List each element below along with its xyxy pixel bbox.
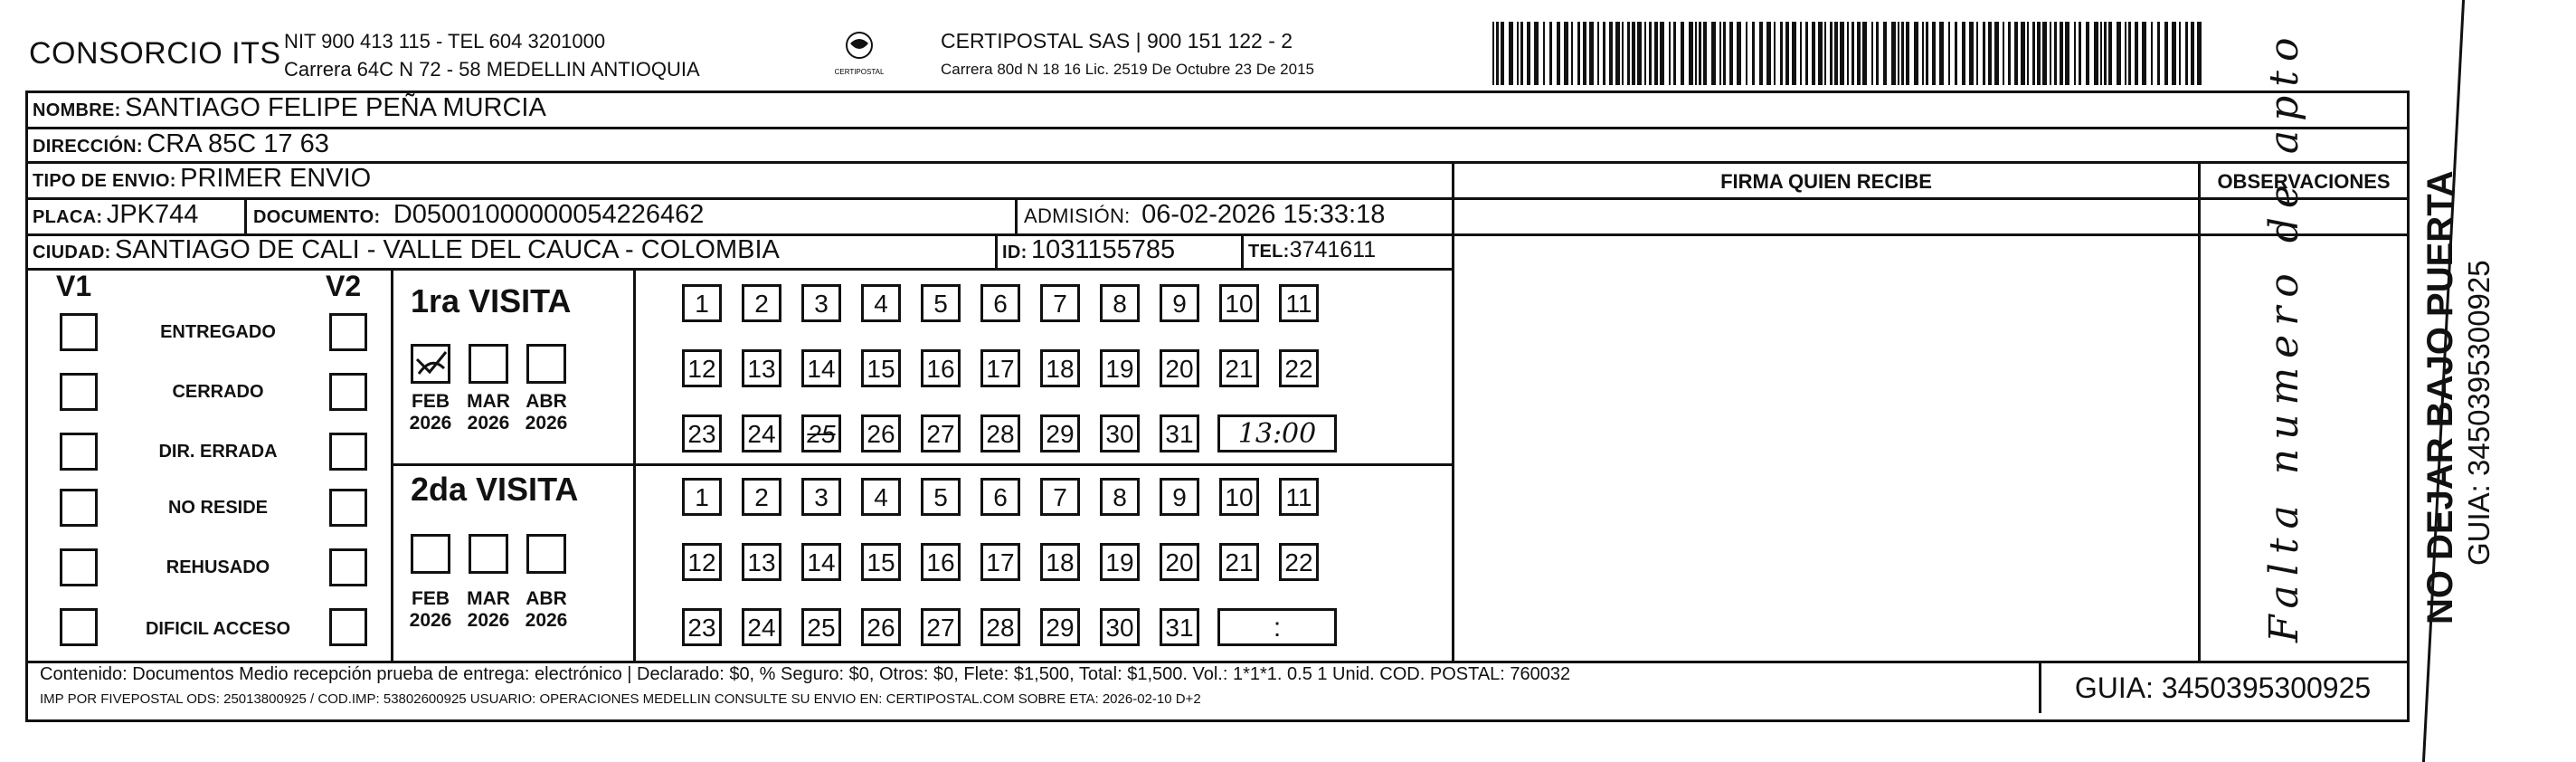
- firma-line: [1452, 233, 2201, 236]
- barcode-bar: [1785, 22, 1789, 85]
- barcode-bar: [1557, 22, 1560, 85]
- barcode-bar: [1824, 22, 1826, 85]
- barcode-bar: [1871, 22, 1873, 85]
- visit1-day-14[interactable]: 14: [801, 349, 841, 387]
- visit2-day-5[interactable]: 5: [921, 478, 961, 516]
- visit2-day-24[interactable]: 24: [742, 608, 781, 646]
- barcode-bar: [2065, 22, 2069, 85]
- visit1-month-feb-label: FEB 2026: [409, 391, 452, 433]
- nit-line: NIT 900 413 115 - TEL 604 3201000: [284, 30, 606, 52]
- barcode-bar: [1673, 22, 1676, 85]
- barcode-bar: [2185, 22, 2188, 85]
- footer-print-line: IMP POR FIVEPOSTAL ODS: 25013800925 / COD.IMP: 53802600925 USUARIO: OPERACIONES MEDELLIN CONSULTE SU ENVIO EN: CERTIPOSTAL.COM SOBRE ETA: 2026-02-10 D+2: [40, 691, 1201, 707]
- barcode-bar: [1818, 22, 1823, 85]
- barcode-bar: [2079, 22, 2081, 85]
- barcode-bar: [2179, 22, 2181, 85]
- barcode-bar: [1962, 22, 1965, 85]
- barcode-bar: [1812, 22, 1815, 85]
- visit1-day-22[interactable]: 22: [1279, 349, 1319, 387]
- visit2-day-7[interactable]: 7: [1040, 478, 1080, 516]
- visit1-day-31[interactable]: 31: [1160, 414, 1199, 452]
- barcode-bar: [2125, 22, 2126, 85]
- id-value: 1031155785: [1031, 235, 1176, 264]
- barcode-bar: [2151, 22, 2153, 85]
- visit1-day-8[interactable]: 8: [1100, 284, 1140, 322]
- visit2-day-4[interactable]: 4: [861, 478, 901, 516]
- sep-placa: [244, 197, 247, 233]
- visit1-day-16[interactable]: 16: [921, 349, 961, 387]
- visit1-day-28[interactable]: 28: [980, 414, 1020, 452]
- visit1-day-19[interactable]: 19: [1100, 349, 1140, 387]
- barcode-bar: [1689, 22, 1693, 85]
- visit1-day-10[interactable]: 10: [1219, 284, 1259, 322]
- ciudad-label: CIUDAD:: [33, 243, 111, 262]
- barcode-bar: [1862, 22, 1867, 85]
- visit2-day-11[interactable]: 11: [1279, 478, 1319, 516]
- barcode-bar: [1948, 22, 1950, 85]
- barcode-bar: [1898, 22, 1899, 85]
- v1-rehusado-checkbox[interactable]: [60, 548, 98, 586]
- sep-tel: [1241, 233, 1244, 268]
- barcode-bar: [1840, 22, 1844, 85]
- sep-visits: [391, 463, 1453, 466]
- barcode-bar: [1564, 22, 1568, 85]
- v1-no-reside-checkbox[interactable]: [60, 489, 98, 527]
- tipo-row: [33, 164, 371, 194]
- barcode-bar: [1883, 22, 1887, 85]
- barcode-bar: [2050, 22, 2051, 85]
- svg-text:CERTIPOSTAL: CERTIPOSTAL: [834, 68, 885, 76]
- admision-value: 06-02-2026 15:33:18: [1141, 200, 1386, 229]
- barcode-bar: [1577, 22, 1580, 85]
- visit2-day-26[interactable]: 26: [861, 608, 901, 646]
- id-row: [1002, 235, 1175, 265]
- barcode-bar: [1926, 22, 1928, 85]
- visit2-day-18[interactable]: 18: [1040, 543, 1080, 581]
- carrier-line: CERTIPOSTAL SAS | 900 151 122 - 2: [941, 29, 1293, 52]
- v1-cerrado-checkbox[interactable]: [60, 373, 98, 411]
- visit2-time-field[interactable]: :: [1217, 608, 1337, 646]
- barcode-bar: [1609, 22, 1613, 85]
- barcode-bar: [1830, 22, 1833, 85]
- barcode-bar: [2108, 22, 2112, 85]
- visit1-day-21[interactable]: 21: [1219, 349, 1259, 387]
- sep-admision: [1015, 197, 1018, 233]
- barcode-bar: [1681, 22, 1684, 85]
- tel-row: [1248, 237, 1376, 263]
- visit2-month-feb-checkbox[interactable]: [411, 534, 450, 574]
- visit1-day-6[interactable]: 6: [980, 284, 1020, 322]
- barcode-bar: [1834, 22, 1838, 85]
- visit1-day-5[interactable]: 5: [921, 284, 961, 322]
- visit1-day-12[interactable]: 12: [682, 349, 722, 387]
- visit2-day-31[interactable]: 31: [1160, 608, 1199, 646]
- barcode-bar: [1703, 22, 1707, 85]
- firma-header: FIRMA QUIEN RECIBE: [1720, 170, 1932, 193]
- barcode-bar: [1766, 22, 1771, 85]
- tel-value: 3741611: [1289, 237, 1377, 262]
- visit2-day-2[interactable]: 2: [742, 478, 781, 516]
- v2-cerrado-checkbox[interactable]: [329, 373, 367, 411]
- visit1-day-15[interactable]: 15: [861, 349, 901, 387]
- v2-header: V2: [326, 270, 362, 302]
- v2-dificil-acceso-checkbox[interactable]: [329, 608, 367, 646]
- status-label: ENTREGADO: [160, 322, 276, 342]
- barcode-bar: [2008, 22, 2011, 85]
- status-label: CERRADO: [172, 382, 264, 402]
- barcode-bar: [1737, 22, 1741, 85]
- visit1-month-abr-label: ABR 2026: [525, 391, 568, 433]
- barcode-bar: [1852, 22, 1854, 85]
- placa-row: [33, 200, 198, 230]
- frame-right: [2407, 90, 2410, 722]
- check-mark-icon: [413, 347, 450, 383]
- visit1-day-13[interactable]: 13: [742, 349, 781, 387]
- visit1-time-field[interactable]: 13:00: [1217, 414, 1337, 452]
- visit2-day-12[interactable]: 12: [682, 543, 722, 581]
- barcode-bar: [2197, 22, 2202, 85]
- visit2-day-21[interactable]: 21: [1219, 543, 1259, 581]
- barcode-bar: [1774, 22, 1776, 85]
- visit1-month-feb-checkbox[interactable]: [411, 344, 450, 384]
- barcode-bar: [2191, 22, 2194, 85]
- visit2-day-16[interactable]: 16: [921, 543, 961, 581]
- status-label: NO RESIDE: [167, 498, 269, 518]
- visit1-day-29[interactable]: 29: [1040, 414, 1080, 452]
- direccion-value: CRA 85C 17 63: [147, 129, 329, 158]
- visit1-day-30[interactable]: 30: [1100, 414, 1140, 452]
- tel-label: TEL:: [1248, 242, 1290, 262]
- status-label: REHUSADO: [166, 557, 270, 577]
- visit1-title: 1ra VISITA: [411, 282, 572, 319]
- visit2-month-mar-checkbox[interactable]: [469, 534, 508, 574]
- barcode-bar: [1496, 22, 1499, 85]
- placa-label: PLACA:: [33, 207, 103, 227]
- visit2-day-14[interactable]: 14: [801, 543, 841, 581]
- row-line-2: [25, 161, 2410, 164]
- barcode-bar: [1520, 22, 1523, 85]
- visit2-day-1[interactable]: 1: [682, 478, 722, 516]
- visit1-day-25[interactable]: 25: [801, 414, 841, 452]
- barcode-bar: [2074, 22, 2076, 85]
- visit2-day-27[interactable]: 27: [921, 608, 961, 646]
- barcode-bar: [1746, 22, 1747, 85]
- documento-label: DOCUMENTO:: [253, 207, 381, 227]
- visit2-month-abr-label: ABR 2026: [525, 588, 568, 631]
- visit2-day-28[interactable]: 28: [980, 608, 1020, 646]
- frame-left: [25, 90, 28, 722]
- visit1-day-20[interactable]: 20: [1160, 349, 1199, 387]
- v2-rehusado-checkbox[interactable]: [329, 548, 367, 586]
- barcode: [1492, 22, 2207, 85]
- barcode-bar: [1509, 22, 1513, 85]
- barcode-bar: [1632, 22, 1635, 85]
- visit2-title: 2da VISITA: [411, 471, 579, 508]
- observaciones-header: OBSERVACIONES: [2217, 170, 2391, 193]
- row-line-5: [25, 268, 1454, 271]
- visit1-day-7[interactable]: 7: [1040, 284, 1080, 322]
- barcode-bar: [1589, 22, 1594, 85]
- barcode-bar: [1603, 22, 1605, 85]
- barcode-bar: [1649, 22, 1652, 85]
- visit2-day-29[interactable]: 29: [1040, 608, 1080, 646]
- visit1-month-abr-checkbox[interactable]: [526, 344, 566, 384]
- visit2-month-feb-label: FEB 2026: [409, 588, 452, 631]
- side-guia: GUIA: 3450395300925: [2462, 260, 2496, 566]
- nombre-label: NOMBRE:: [33, 100, 121, 120]
- v2-dir-errada-checkbox[interactable]: [329, 433, 367, 471]
- visit2-day-19[interactable]: 19: [1100, 543, 1140, 581]
- v1-header: V1: [56, 270, 92, 302]
- visit1-day-26[interactable]: 26: [861, 414, 901, 452]
- barcode-bar: [2014, 22, 2018, 85]
- barcode-bar: [1932, 22, 1936, 85]
- barcode-bar: [1637, 22, 1642, 85]
- col-sep-obs: [2198, 161, 2201, 661]
- barcode-bar: [1914, 22, 1918, 85]
- visit2-day-9[interactable]: 9: [1160, 478, 1199, 516]
- documento-value: D05001000000054226462: [393, 200, 705, 229]
- barcode-bar: [1719, 22, 1721, 85]
- v2-no-reside-checkbox[interactable]: [329, 489, 367, 527]
- barcode-bar: [1723, 22, 1726, 85]
- barcode-bar: [1549, 22, 1552, 85]
- barcode-bar: [1906, 22, 1909, 85]
- col-sep-firma: [1452, 161, 1454, 661]
- v2-entregado-checkbox[interactable]: [329, 313, 367, 351]
- footer-content-line: Contenido: Documentos Medio recepción prueba de entrega: electrónico | Declarado: $0, % Seguro: $0, Otros: $0, Flete: $1,500, Total: $1,500. Vol.: 1*1*1. 0.5 1 Unid. COD. POSTAL: 760032: [40, 664, 1571, 684]
- barcode-bar: [1805, 22, 1808, 85]
- visit2-day-13[interactable]: 13: [742, 543, 781, 581]
- id-label: ID:: [1002, 243, 1028, 262]
- barcode-bar: [1695, 22, 1697, 85]
- sep-id: [995, 233, 998, 268]
- carrier-info: [941, 27, 1314, 83]
- barcode-bar: [1543, 22, 1545, 85]
- barcode-bar: [1583, 22, 1586, 85]
- visit1-day-11[interactable]: 11: [1279, 284, 1319, 322]
- barcode-bar: [1729, 22, 1733, 85]
- barcode-bar: [1669, 22, 1671, 85]
- barcode-bar: [1752, 22, 1755, 85]
- visit2-day-22[interactable]: 22: [1279, 543, 1319, 581]
- handwritten-observation: Falta numero de apto: [2261, 28, 2307, 643]
- company-address: Carrera 64C N 72 - 58 MEDELLIN ANTIOQUIA: [284, 58, 700, 81]
- barcode-bar: [1660, 22, 1664, 85]
- v1-entregado-checkbox[interactable]: [60, 313, 98, 351]
- v1-dificil-acceso-checkbox[interactable]: [60, 608, 98, 646]
- visit2-month-abr-checkbox[interactable]: [526, 534, 566, 574]
- barcode-bar: [1939, 22, 1944, 85]
- barcode-bar: [1644, 22, 1646, 85]
- nombre-value: SANTIAGO FELIPE PEÑA MURCIA: [125, 93, 546, 122]
- company-name: CONSORCIO ITS: [29, 36, 281, 71]
- barcode-bar: [2142, 22, 2146, 85]
- barcode-bar: [2042, 22, 2047, 85]
- barcode-bar: [1857, 22, 1861, 85]
- barcode-bar: [2100, 22, 2102, 85]
- visit2-month-mar-label: MAR 2026: [467, 588, 510, 631]
- barcode-bar: [1780, 22, 1783, 85]
- placa-value: JPK744: [106, 200, 199, 229]
- carrier-logo-icon: [823, 27, 895, 81]
- direccion-label: DIRECCIÓN:: [33, 137, 143, 157]
- nombre-row: [33, 93, 546, 123]
- barcode-bar: [1792, 22, 1796, 85]
- ciudad-value: SANTIAGO DE CALI - VALLE DEL CAUCA - COLOMBIA: [115, 235, 780, 264]
- row-line-1: [25, 127, 2410, 129]
- barcode-bar: [2086, 22, 2089, 85]
- barcode-bar: [1876, 22, 1879, 85]
- barcode-bar: [2003, 22, 2004, 85]
- barcode-bar: [1891, 22, 1896, 85]
- visit2-day-10[interactable]: 10: [1219, 478, 1259, 516]
- barcode-bar: [1922, 22, 1924, 85]
- barcode-bar: [1615, 22, 1620, 85]
- direccion-row: [33, 129, 329, 159]
- tipo-value: PRIMER ENVIO: [180, 164, 372, 193]
- barcode-bar: [2164, 22, 2168, 85]
- barcode-bar: [1654, 22, 1658, 85]
- barcode-bar: [1994, 22, 1999, 85]
- visit1-day-27[interactable]: 27: [921, 414, 961, 452]
- visit2-day-23[interactable]: 23: [682, 608, 722, 646]
- barcode-bar: [1517, 22, 1519, 85]
- visit1-month-mar-checkbox[interactable]: [469, 344, 508, 384]
- barcode-bar: [2157, 22, 2160, 85]
- barcode-bar: [2021, 22, 2025, 85]
- visit2-day-17[interactable]: 17: [980, 543, 1020, 581]
- barcode-bar: [1597, 22, 1599, 85]
- visit1-day-18[interactable]: 18: [1040, 349, 1080, 387]
- status-label: DIFICIL ACCESO: [145, 619, 290, 639]
- barcode-bar: [2117, 22, 2121, 85]
- admision-label: ADMISIÓN:: [1024, 205, 1131, 227]
- visit1-day-4[interactable]: 4: [861, 284, 901, 322]
- side-warning: NO DEJAR BAJO PUERTA: [2420, 170, 2460, 624]
- barcode-bar: [1571, 22, 1573, 85]
- v1-dir-errada-checkbox[interactable]: [60, 433, 98, 471]
- barcode-bar: [1955, 22, 1957, 85]
- visit1-day-17[interactable]: 17: [980, 349, 1020, 387]
- barcode-bar: [2094, 22, 2098, 85]
- visit1-day-23[interactable]: 23: [682, 414, 722, 452]
- carrier-address: Carrera 80d N 18 16 Lic. 2519 De Octubre 23 De 2015: [941, 61, 1314, 78]
- barcode-bar: [1711, 22, 1716, 85]
- barcode-bar: [1492, 22, 1494, 85]
- barcode-bar: [1988, 22, 1992, 85]
- visit2-day-3[interactable]: 3: [801, 478, 841, 516]
- barcode-bar: [1534, 22, 1539, 85]
- barcode-bar: [1901, 22, 1904, 85]
- barcode-bar: [2054, 22, 2057, 85]
- barcode-bar: [2060, 22, 2063, 85]
- barcode-bar: [1759, 22, 1763, 85]
- status-label: DIR. ERRADA: [158, 442, 278, 462]
- visit1-day-9[interactable]: 9: [1160, 284, 1199, 322]
- visit2-day-20[interactable]: 20: [1160, 543, 1199, 581]
- company-info: [284, 27, 700, 83]
- tipo-label: TIPO DE ENVIO:: [33, 171, 176, 191]
- barcode-bar: [2172, 22, 2176, 85]
- ciudad-row: [33, 235, 780, 265]
- frame-bottom: [25, 719, 2410, 722]
- barcode-bar: [1847, 22, 1849, 85]
- visit2-day-30[interactable]: 30: [1100, 608, 1140, 646]
- visit2-day-8[interactable]: 8: [1100, 478, 1140, 516]
- visit2-day-25[interactable]: 25: [801, 608, 841, 646]
- visit1-day-24[interactable]: 24: [742, 414, 781, 452]
- visit1-day-1[interactable]: 1: [682, 284, 722, 322]
- barcode-bar: [2104, 22, 2107, 85]
- visit1-day-2[interactable]: 2: [742, 284, 781, 322]
- barcode-bar: [2027, 22, 2029, 85]
- barcode-bar: [2037, 22, 2041, 85]
- barcode-bar: [1976, 22, 1978, 85]
- barcode-bar: [2032, 22, 2035, 85]
- visit2-day-15[interactable]: 15: [861, 543, 901, 581]
- barcode-bar: [1699, 22, 1701, 85]
- barcode-bar: [1983, 22, 1985, 85]
- visit2-day-6[interactable]: 6: [980, 478, 1020, 516]
- barcode-bar: [1527, 22, 1530, 85]
- admision-row: [1024, 200, 1385, 230]
- visit1-month-mar-label: MAR 2026: [467, 391, 510, 433]
- barcode-bar: [2128, 22, 2131, 85]
- barcode-bar: [1800, 22, 1802, 85]
- barcode-bar: [1622, 22, 1624, 85]
- documento-row: [253, 200, 704, 230]
- guia-number: GUIA: 3450395300925: [2039, 662, 2404, 713]
- barcode-bar: [1627, 22, 1630, 85]
- barcode-bar: [2135, 22, 2138, 85]
- barcode-bar: [1501, 22, 1504, 85]
- visit1-day-3[interactable]: 3: [801, 284, 841, 322]
- barcode-bar: [1969, 22, 1974, 85]
